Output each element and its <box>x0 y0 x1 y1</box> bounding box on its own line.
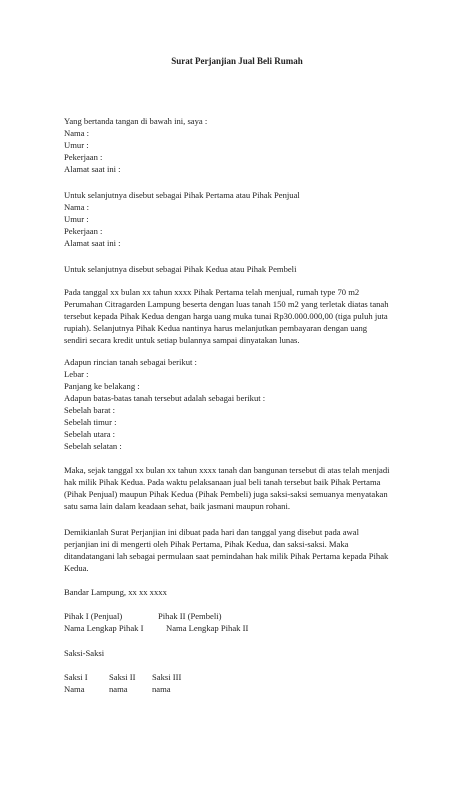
party2-name-field: Nama : <box>64 202 90 212</box>
party1-address-field: Alamat saat ini : <box>64 164 121 174</box>
witness-labels-row <box>64 671 404 683</box>
witness-1-name: Nama <box>64 684 85 694</box>
witness-block <box>64 671 404 695</box>
land-details <box>64 356 404 452</box>
sale-line: tersebut kepada Pihak Kedua dengan harga uang muka tunai Rp30.000.000,00 (tiga puluh juta <box>64 311 388 321</box>
sale-line: Perumahan Citragarden Lampung beserta dengan luas tanah 150 m2 yang terletak diatas tanah <box>64 299 389 309</box>
party1-section <box>64 115 404 175</box>
witness-3-label: Saksi III <box>152 672 182 682</box>
boundaries-heading: Adapun batas-batas tanah tersebut adalah sebagai berikut : <box>64 393 266 403</box>
handover-line: (Pihak Penjual) maupun Pihak Kedua (Pihak Pembeli) juga saksi-saksi semuanya menyatakan <box>64 489 388 499</box>
land-heading: Adapun rincian tanah sebagai berikut : <box>64 357 197 367</box>
signature-labels-row <box>64 610 404 622</box>
party2-signature-name: Nama Lengkap Pihak II <box>166 623 249 633</box>
handover-line: Maka, sejak tanggal xx bulan xx tahun xxxx tanah dan bangunan tersebut di atas telah menjadi <box>64 465 390 475</box>
closing-paragraph <box>64 526 404 574</box>
handover-line: hak milik Pihak Kedua. Pada waktu pelaksanaan jual beli tanah tersebut baik Pihak Pertama <box>64 477 381 487</box>
witness-2-name: nama <box>109 684 128 694</box>
boundary-north: Sebelah utara : <box>64 429 116 439</box>
witness-names-row <box>64 683 404 695</box>
party1-job-field: Pekerjaan : <box>64 152 103 162</box>
party2-job-field: Pekerjaan : <box>64 226 103 236</box>
party1-note: Untuk selanjutnya disebut sebagai Pihak Pertama atau Pihak Penjual <box>64 190 300 200</box>
land-width: Lebar : <box>64 369 89 379</box>
party2-age-field: Umur : <box>64 214 89 224</box>
boundary-south: Sebelah selatan : <box>64 441 122 451</box>
sale-paragraph <box>64 286 404 346</box>
witness-3-name: nama <box>152 684 171 694</box>
document-title: Surat Perjanjian Jual Beli Rumah <box>171 56 303 66</box>
handover-paragraph <box>64 464 404 512</box>
witness-heading-block <box>64 647 404 659</box>
boundary-east: Sebelah timur : <box>64 417 117 427</box>
closing-line: Demikianlah Surat Perjanjian ini dibuat pada hari dan tanggal yang disebut pada awal <box>64 527 359 537</box>
place-date: Bandar Lampung, xx xx xxxx <box>64 587 167 597</box>
party2-note: Untuk selanjutnya disebut sebagai Pihak Kedua atau Pihak Pembeli <box>64 264 297 274</box>
witness-1-label: Saksi I <box>64 672 88 682</box>
sale-line: rupiah). Selanjutnya Pihak Kedua nantinya harus melanjutkan pembayaran dengan uang <box>64 323 368 333</box>
boundary-west: Sebelah barat : <box>64 405 116 415</box>
party1-signature-name: Nama Lengkap Pihak I <box>64 623 144 633</box>
party2-section <box>64 189 404 249</box>
closing-line: ditandatangani lah sebagai permulaan saat pemindahan hak milik Pihak Pertama kepada Pihak <box>64 551 389 561</box>
party2-signature-label: Pihak II (Pembeli) <box>158 611 222 621</box>
land-length: Panjang ke belakang : <box>64 381 140 391</box>
signature-block <box>64 610 404 634</box>
handover-line: satu sama lain dalam keadaan sehat, baik jasmani maupun rohani. <box>64 501 290 511</box>
witness-heading: Saksi-Saksi <box>64 648 105 658</box>
closing-line: Kedua. <box>64 563 89 573</box>
party1-signature-label: Pihak I (Penjual) <box>64 611 123 621</box>
closing-line: perjanjian ini di mengerti oleh Pihak Pertama, Pihak Kedua, dan saksi-saksi. Maka <box>64 539 349 549</box>
witness-2-label: Saksi II <box>109 672 136 682</box>
signature-names-row <box>64 622 404 634</box>
sale-line: Pada tanggal xx bulan xx tahun xxxx Pihak Pertama telah menjual, rumah type 70 m2 <box>64 287 360 297</box>
party1-age-field: Umur : <box>64 140 89 150</box>
intro-text: Yang bertanda tangan di bawah ini, saya : <box>64 116 208 126</box>
place-date-block <box>64 586 404 598</box>
party1-name-field: Nama : <box>64 128 90 138</box>
party2-address-field: Alamat saat ini : <box>64 238 121 248</box>
sale-line: sendiri secara kredit untuk setiap bulannya sampai dinyatakan lunas. <box>64 335 300 345</box>
party2-note-block <box>64 263 404 275</box>
